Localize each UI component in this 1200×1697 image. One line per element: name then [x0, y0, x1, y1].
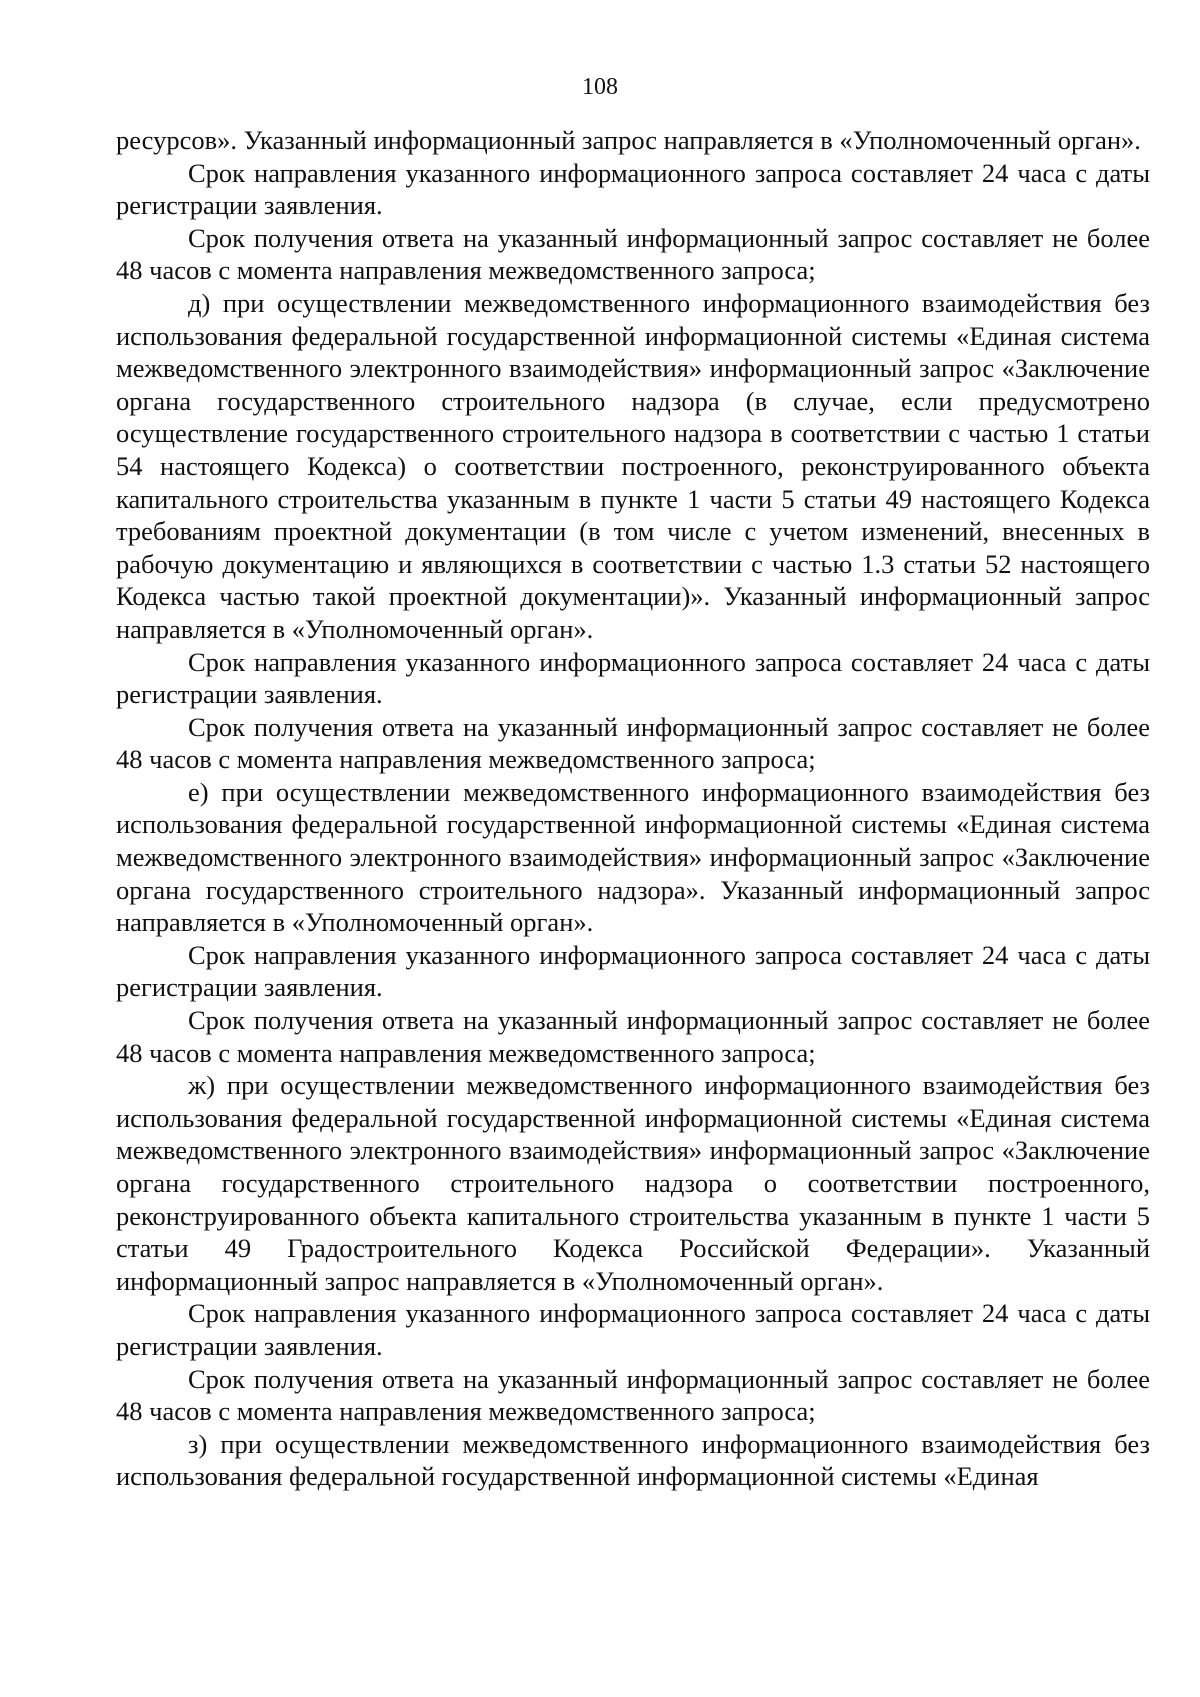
paragraph-2: Срок направления указанного информационного запроса составляет 24 часа с даты регистрации заявления.: [116, 157, 1150, 221]
paragraph-1: ресурсов». Указанный информационный запрос направляется в «Уполномоченный орган».: [116, 125, 1141, 155]
page-number: 108: [582, 74, 618, 100]
paragraph-5: Срок направления указанного информационного запроса составляет 24 часа с даты регистрации заявления.: [116, 646, 1150, 710]
paragraph-4: д) при осуществлении межведомственного информационного взаимодействия без использования федеральной государственной информационной системы «Единая система межведомственного электронного взаимодействия» информационный запрос «Заключение органа государственного строительного надзора (в случае, если предусмотрено осуществление государственного строительного надзора в соответствии с частью 1 статьи 54 настоящего Кодекса) о соответствии построенного, реконструированного объекта капитального строительства указанным в пункте 1 части 5 статьи 49 настоящего Кодекса требованиям проектной документации (в том числе с учетом изменений, внесенных в рабочую документацию и являющихся в соответствии с частью 1.3 статьи 52 настоящего Кодекса частью такой проектной документации)». Указанный информационный запрос направляется в «Уполномоченный орган».: [116, 287, 1150, 644]
paragraph-12: Срок получения ответа на указанный информационный запрос составляет не более 48 часов с момента направления межведомственного запроса;: [116, 1363, 1150, 1427]
paragraph-6: Срок получения ответа на указанный информационный запрос составляет не более 48 часов с момента направления межведомственного запроса;: [116, 711, 1150, 775]
paragraph-9: Срок получения ответа на указанный информационный запрос составляет не более 48 часов с момента направления межведомственного запроса;: [116, 1005, 1150, 1068]
paragraph-10: ж) при осуществлении межведомственного информационного взаимодействия без использования федеральной государственной информационной системы «Единая система межведомственного электронного взаимодействия» информационный запрос «Заключение органа государственного строительного надзора о соответствии построенного, реконструированного объекта капитального строительства указанным в пункте 1 части 5 статьи 49 Градостроительного Кодекса Российской Федерации». Указанный информационный запрос направляется в «Уполномоченный орган».: [116, 1070, 1150, 1296]
paragraph-13: з) при осуществлении межведомственного информационного взаимодействия без использования федеральной государственной информационной системы «Единая: [116, 1428, 1150, 1492]
paragraph-11: Срок направления указанного информационного запроса составляет 24 часа с даты регистрации заявления.: [116, 1298, 1150, 1361]
document-body: [116, 124, 1150, 1493]
paragraph-3: Срок получения ответа на указанный информационный запрос составляет не более 48 часов с момента направления межведомственного запроса;: [116, 222, 1150, 286]
paragraph-7: е) при осуществлении межведомственного информационного взаимодействия без использования федеральной государственной информационной системы «Единая система межведомственного электронного взаимодействия» информационный запрос «Заключение органа государственного строительного надзора». Указанный информационный запрос направляется в «Уполномоченный орган».: [116, 776, 1150, 938]
paragraph-8: Срок направления указанного информационного запроса составляет 24 часа с даты регистрации заявления.: [116, 939, 1150, 1003]
